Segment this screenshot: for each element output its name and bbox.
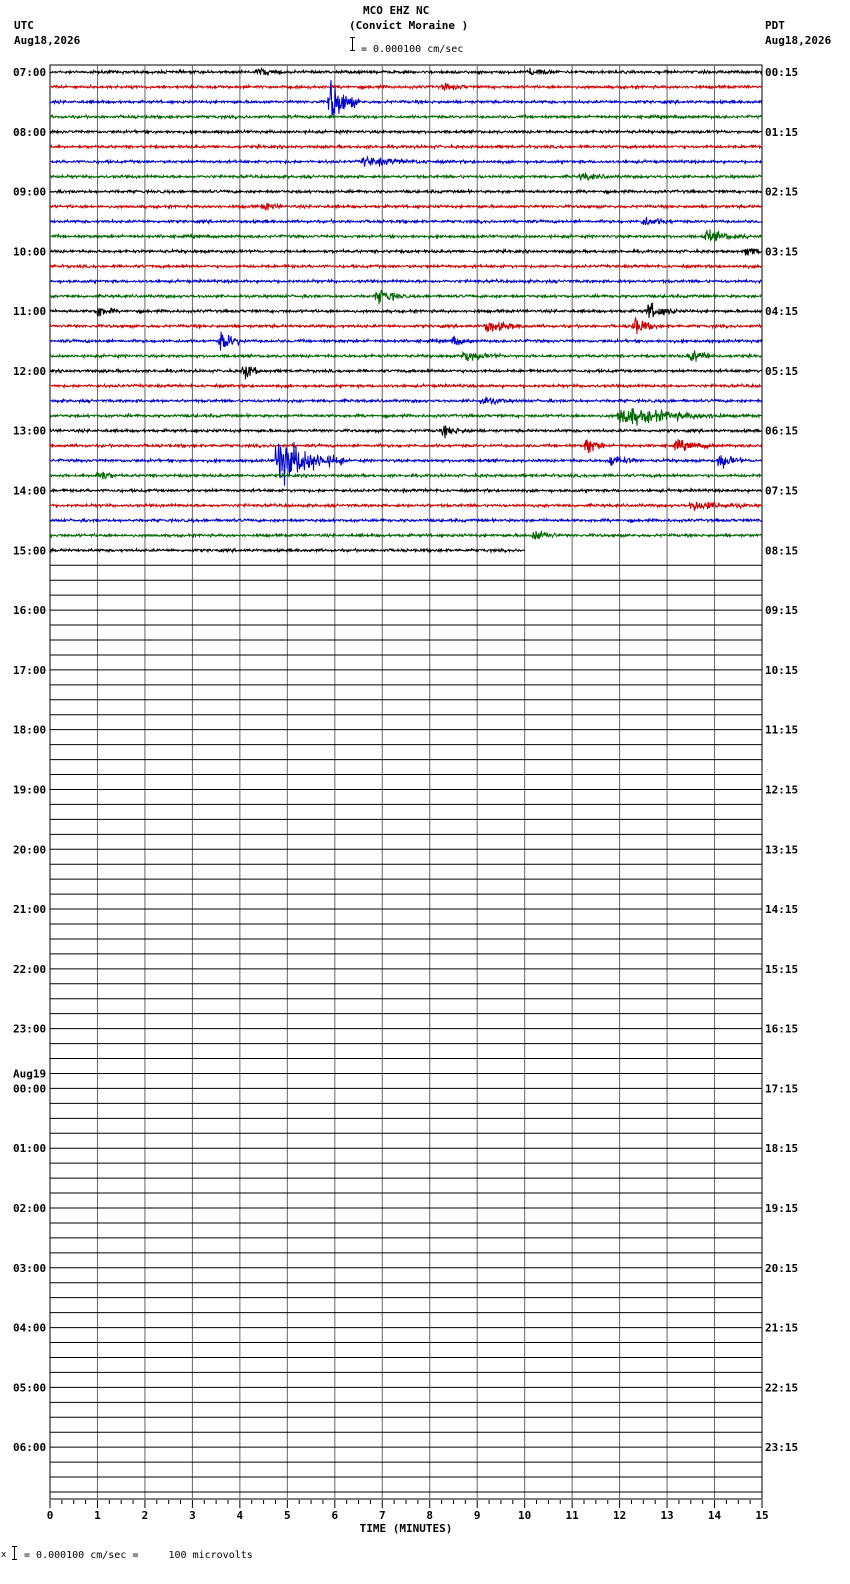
seismic-trace xyxy=(50,439,762,453)
utc-hour-label: 23:00 xyxy=(13,1022,47,1036)
seismic-trace xyxy=(50,426,762,439)
date-change-label: Aug19 xyxy=(13,1067,47,1081)
utc-hour-label: 16:00 xyxy=(13,604,47,618)
seismic-trace xyxy=(50,157,762,167)
pdt-hour-label: 03:15 xyxy=(765,245,799,259)
seismic-trace xyxy=(50,519,762,523)
utc-hour-label: 05:00 xyxy=(13,1381,47,1395)
pdt-hour-label: 17:15 xyxy=(765,1082,799,1096)
seismic-trace xyxy=(50,303,762,318)
seismic-trace xyxy=(50,83,762,91)
utc-hour-label: 12:00 xyxy=(13,364,47,378)
pdt-hour-label: 07:15 xyxy=(765,484,799,498)
seismic-trace xyxy=(50,489,762,493)
utc-hour-label: 20:00 xyxy=(13,843,47,857)
utc-hour-label: 21:00 xyxy=(13,903,47,917)
station-location: (Convict Moraine ) xyxy=(349,19,469,32)
pdt-hour-label: 01:15 xyxy=(765,125,799,139)
pdt-hour-label: 02:15 xyxy=(765,185,799,199)
pdt-date-label: Aug18,2026 xyxy=(765,34,832,47)
x-tick-label: 12 xyxy=(612,1509,627,1522)
seismic-trace xyxy=(50,217,762,225)
seismic-trace xyxy=(50,442,762,486)
footer-calibration: = 0.000100 cm/sec = 100 microvolts xyxy=(24,1550,253,1561)
utc-hour-label: 09:00 xyxy=(13,185,47,199)
station-title: MCO EHZ NC xyxy=(363,4,430,17)
seismic-trace xyxy=(50,472,762,479)
x-tick-label: 14 xyxy=(707,1509,722,1522)
utc-hour-label: 18:00 xyxy=(13,723,47,737)
pdt-hour-label: 13:15 xyxy=(765,843,799,857)
seismic-trace xyxy=(50,366,762,379)
pdt-zone-label: PDT xyxy=(765,19,785,32)
x-tick-label: 6 xyxy=(331,1509,339,1522)
utc-hour-label: 17:00 xyxy=(13,663,47,677)
utc-hour-label: 06:00 xyxy=(13,1441,47,1455)
pdt-hour-label: 05:15 xyxy=(765,364,799,378)
utc-hour-label: 15:00 xyxy=(13,544,47,558)
pdt-hour-label: 16:15 xyxy=(765,1022,799,1036)
utc-hour-label: 19:00 xyxy=(13,783,47,797)
utc-hour-label: 10:00 xyxy=(13,245,47,259)
x-axis-label: TIME (MINUTES) xyxy=(359,1522,453,1535)
pdt-hour-label: 23:15 xyxy=(765,1441,799,1455)
seismic-trace xyxy=(50,265,762,269)
pdt-hour-label: 00:15 xyxy=(765,66,799,79)
utc-hour-label: 03:00 xyxy=(13,1261,47,1275)
utc-hour-label: 08:00 xyxy=(13,125,47,139)
utc-hour-label: 07:00 xyxy=(13,66,47,79)
x-tick-label: 3 xyxy=(189,1509,196,1522)
x-tick-label: 7 xyxy=(378,1509,386,1522)
footer-mark: x xyxy=(1,1550,7,1560)
pdt-hour-label: 08:15 xyxy=(765,544,799,558)
seismic-trace xyxy=(50,229,762,241)
x-tick-label: 11 xyxy=(565,1509,579,1522)
footer-scale-bar-top-icon xyxy=(12,1546,17,1547)
seismic-trace xyxy=(50,531,762,540)
pdt-hour-label: 21:15 xyxy=(765,1321,799,1335)
seismic-trace xyxy=(50,502,762,511)
pdt-hour-label: 18:15 xyxy=(765,1142,799,1156)
utc-hour-label: 04:00 xyxy=(13,1321,47,1335)
scale-label: = 0.000100 cm/sec xyxy=(361,44,464,55)
utc-hour-label: 01:00 xyxy=(13,1142,47,1156)
utc-hour-label: 14:00 xyxy=(13,484,47,498)
x-tick-label: 2 xyxy=(141,1509,149,1522)
utc-hour-label: 13:00 xyxy=(13,424,47,438)
seismic-trace xyxy=(50,279,762,283)
footer-scale-bar-bottom-icon xyxy=(12,1559,17,1560)
pdt-hour-label: 11:15 xyxy=(765,723,799,737)
x-tick-label: 9 xyxy=(473,1509,481,1522)
footer-scale-bar-icon xyxy=(14,1546,15,1560)
seismic-trace xyxy=(50,130,762,134)
utc-hour-label: 02:00 xyxy=(13,1202,47,1215)
seismic-trace xyxy=(50,290,762,305)
seismic-trace xyxy=(50,384,762,388)
pdt-hour-label: 06:15 xyxy=(765,424,799,438)
seismic-trace xyxy=(50,248,762,255)
pdt-hour-label: 14:15 xyxy=(765,903,799,917)
seismic-trace xyxy=(50,318,762,334)
seismic-trace xyxy=(50,68,762,76)
pdt-hour-label: 04:15 xyxy=(765,305,799,319)
x-tick-label: 15 xyxy=(755,1509,769,1522)
seismic-trace xyxy=(50,332,762,351)
seismic-trace xyxy=(50,145,762,149)
x-tick-label: 10 xyxy=(518,1509,532,1522)
pdt-hour-label: 22:15 xyxy=(765,1381,799,1395)
seismic-trace xyxy=(50,173,762,181)
seismic-trace xyxy=(50,115,762,119)
x-tick-label: 4 xyxy=(236,1509,244,1522)
x-tick-label: 0 xyxy=(46,1509,54,1522)
x-tick-label: 8 xyxy=(426,1509,434,1522)
x-tick-label: 1 xyxy=(94,1509,101,1522)
utc-date-label: Aug18,2026 xyxy=(14,34,81,47)
utc-hour-label: 00:00 xyxy=(13,1082,47,1096)
seismic-trace xyxy=(50,203,762,210)
x-tick-label: 13 xyxy=(660,1509,674,1522)
pdt-hour-label: 19:15 xyxy=(765,1202,799,1215)
pdt-hour-label: 12:15 xyxy=(765,783,799,797)
seismic-trace xyxy=(50,408,762,426)
pdt-hour-label: 09:15 xyxy=(765,604,799,618)
utc-hour-label: 11:00 xyxy=(13,305,47,319)
seismic-trace xyxy=(50,350,762,361)
utc-zone-label: UTC xyxy=(14,19,34,32)
pdt-hour-label: 20:15 xyxy=(765,1261,799,1275)
x-tick-label: 5 xyxy=(284,1509,291,1522)
pdt-hour-label: 10:15 xyxy=(765,663,799,677)
utc-hour-label: 22:00 xyxy=(13,962,47,976)
seismic-trace xyxy=(50,397,762,405)
pdt-hour-label: 15:15 xyxy=(765,962,799,976)
seismic-trace xyxy=(50,190,762,194)
